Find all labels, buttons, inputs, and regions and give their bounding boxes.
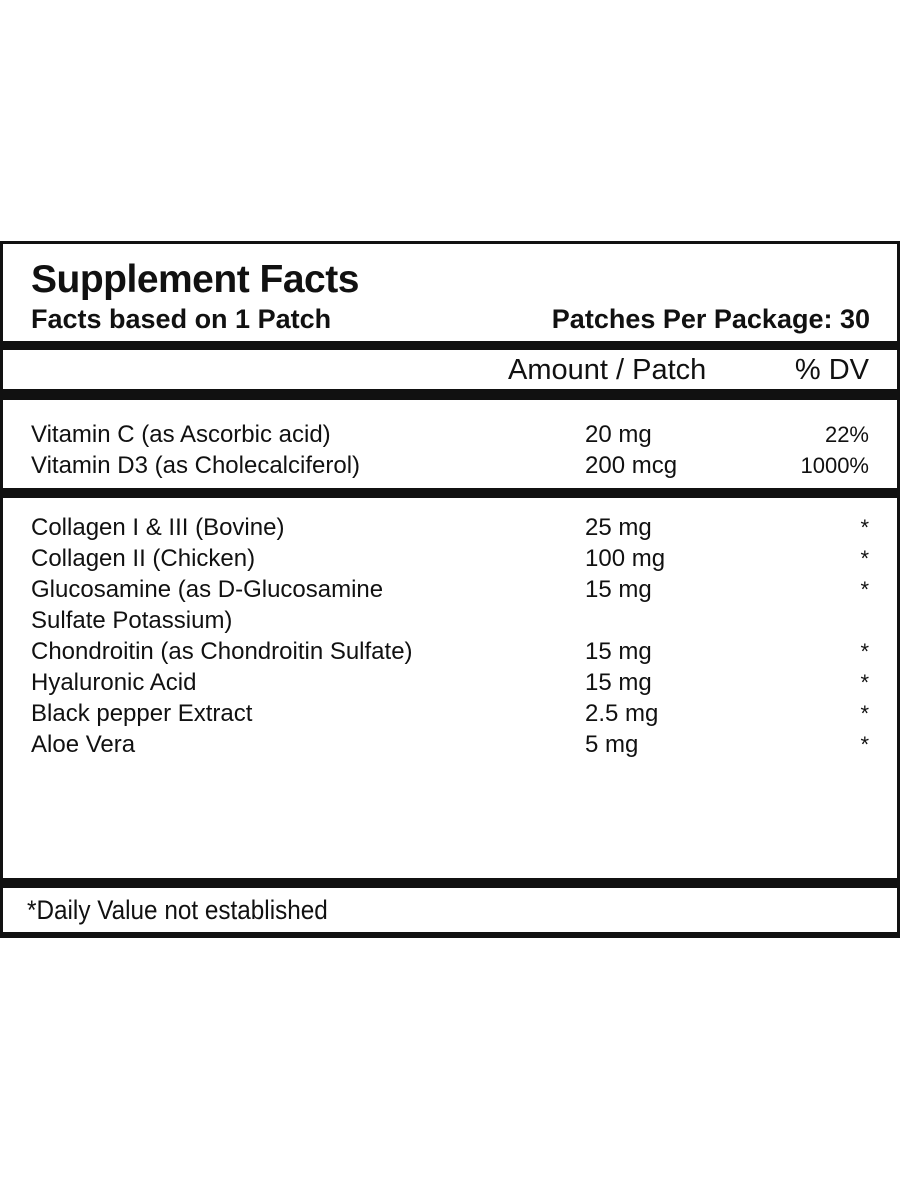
ingredient-dv: * (860, 515, 869, 540)
ingredient-amount: 25 mg (585, 514, 652, 541)
ingredient-dv: * (860, 701, 869, 726)
ingredient-dv: * (860, 546, 869, 571)
ingredient-name: Collagen II (Chicken) (31, 545, 256, 572)
vitamin-name: Vitamin D3 (as Cholecalciferol) (31, 452, 361, 479)
servings-per-package: Patches Per Package: 30 (551, 304, 870, 334)
ingredient-amount: 100 mg (585, 545, 666, 572)
vitamin-dv: 1000% (800, 453, 869, 478)
vitamin-name: Vitamin C (as Ascorbic acid) (31, 421, 331, 448)
ingredient-dv: * (860, 577, 869, 602)
ingredient-amount: 2.5 mg (585, 700, 659, 727)
ingredient-amount: 15 mg (585, 638, 652, 665)
vitamin-amount: 200 mcg (585, 452, 678, 479)
ingredient-name-continued: Sulfate Potassium) (31, 607, 233, 634)
ingredient-name: Aloe Vera (31, 731, 136, 758)
ingredient-name: Glucosamine (as D-Glucosamine (31, 576, 384, 603)
ingredient-name: Hyaluronic Acid (31, 669, 197, 696)
vitamin-amount: 20 mg (585, 421, 652, 448)
ingredient-name: Chondroitin (as Chondroitin Sulfate) (31, 638, 413, 665)
ingredient-dv: * (860, 732, 869, 757)
footnote: *Daily Value not established (27, 895, 328, 925)
column-header-dv: % DV (794, 354, 869, 386)
thick-divider-header (3, 389, 897, 400)
thick-divider-top (3, 341, 897, 350)
ingredient-amount: 15 mg (585, 576, 652, 603)
ingredient-name: Collagen I & III (Bovine) (31, 514, 285, 541)
ingredient-amount: 15 mg (585, 669, 652, 696)
ingredient-dv: * (860, 639, 869, 664)
vitamin-dv: 22% (824, 422, 869, 447)
thick-divider-vitamins (3, 488, 897, 498)
serving-size: Facts based on 1 Patch (31, 304, 332, 334)
ingredient-name: Black pepper Extract (31, 700, 253, 727)
ingredient-dv: * (860, 670, 869, 695)
column-header-amount: Amount / Patch (508, 354, 707, 386)
thick-divider-footer (3, 878, 897, 888)
panel-title: Supplement Facts (31, 258, 359, 301)
ingredient-amount: 5 mg (585, 731, 639, 758)
supplement-facts-panel (0, 241, 900, 938)
